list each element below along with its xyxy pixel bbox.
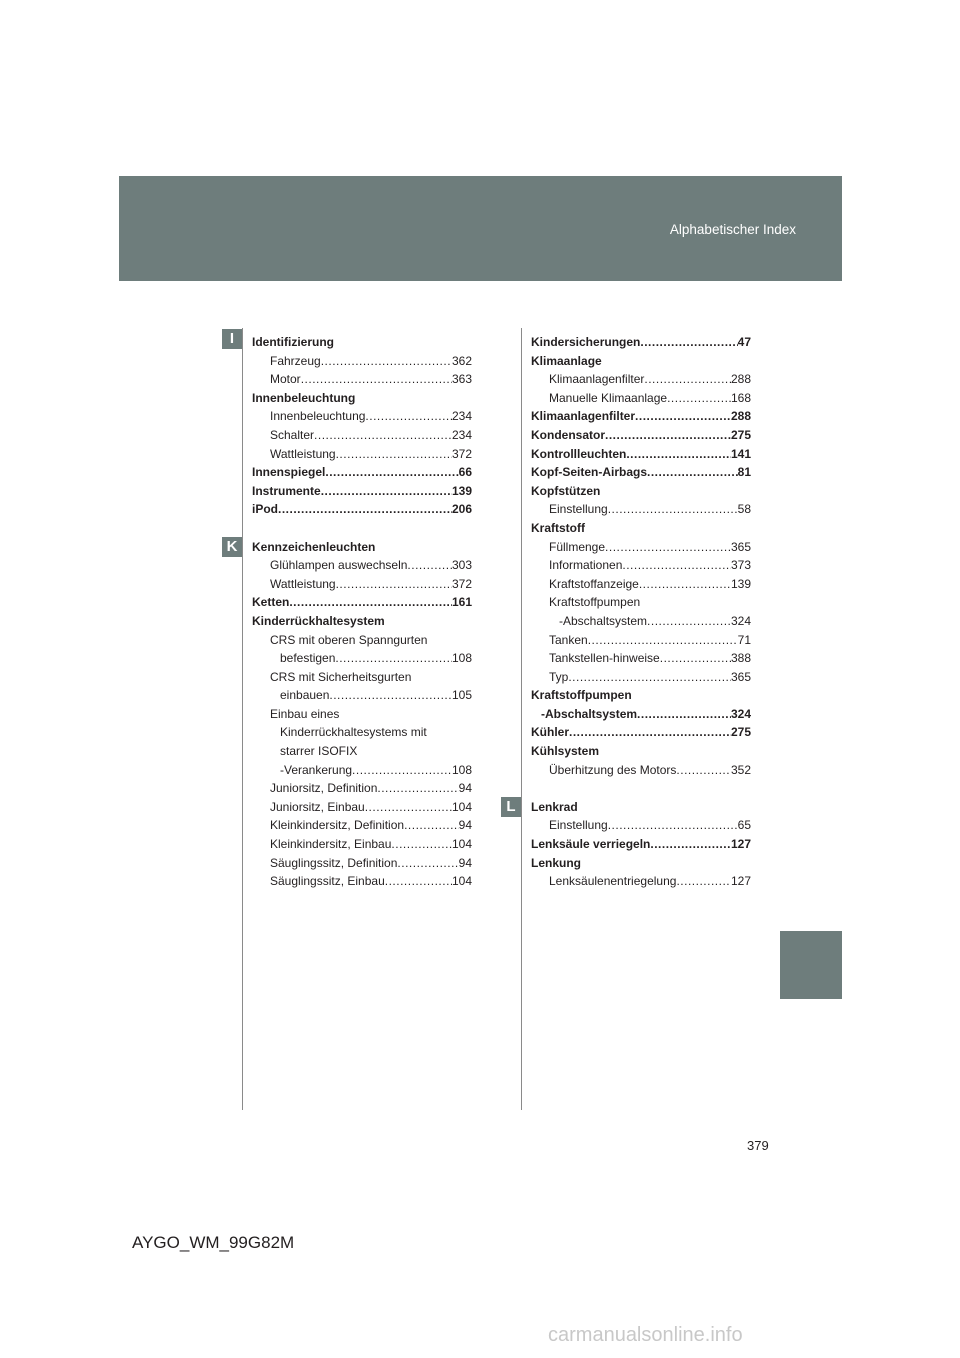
index-entry [531, 798, 751, 817]
entry-term: Kopfstützen [531, 483, 601, 498]
entry-page-ref: 363 [451, 372, 472, 387]
entry-term: Kindersicherungen [531, 335, 641, 349]
section-title: Alphabetischer Index [669, 222, 796, 237]
dot-leader [321, 352, 452, 371]
entry-page-ref: 65 [737, 818, 751, 833]
entry-term: Säuglingssitz, Definition [270, 855, 398, 870]
entry-term: Klimaanlagenfilter [531, 409, 636, 424]
entry-term: Ketten [252, 595, 290, 610]
entry-term: CRS mit oberen Spanngurten [270, 632, 428, 647]
entry-term: Kühler [531, 725, 570, 740]
index-entry [531, 519, 751, 538]
index-subentry [531, 575, 751, 594]
entry-page-ref: 66 [458, 465, 472, 480]
entry-page-ref: 141 [730, 446, 751, 461]
index-entry [252, 333, 472, 352]
entry-page-ref: 139 [730, 576, 751, 591]
entry-page-ref: 127 [730, 837, 751, 852]
entry-term: Schalter [270, 427, 315, 442]
index-subentry [252, 723, 472, 742]
index-entry [531, 835, 751, 854]
dot-leader [335, 649, 452, 668]
index-subentry [531, 612, 751, 631]
index-entry [252, 463, 472, 482]
entry-page-ref: 288 [730, 372, 751, 387]
index-subentry [252, 445, 472, 464]
entry-term: starrer ISOFIX [280, 744, 358, 759]
index-entry [252, 538, 472, 557]
entry-page-ref: 81 [737, 465, 751, 480]
entry-page-ref: 105 [451, 688, 472, 703]
index-subentry [252, 370, 472, 389]
index-subentry [252, 556, 472, 575]
entry-page-ref: 388 [730, 651, 751, 666]
side-thumb-tab [780, 931, 842, 999]
index-subentry [531, 500, 751, 519]
dot-leader [647, 463, 738, 482]
dot-leader [676, 761, 731, 780]
index-subentry [252, 575, 472, 594]
dot-leader [336, 575, 452, 594]
entry-page-ref: 127 [730, 874, 751, 889]
letter-marker-k: K [222, 537, 242, 557]
entry-term: Kondensator [531, 427, 606, 442]
index-entry [531, 463, 751, 482]
index-entry [531, 445, 751, 464]
dot-leader [365, 407, 452, 426]
index-subentry [252, 779, 472, 798]
entry-page-ref: 373 [730, 558, 751, 573]
entry-page-ref: 108 [451, 762, 472, 777]
index-entry [531, 742, 751, 761]
entry-page-ref: 234 [451, 427, 472, 442]
dot-leader [278, 500, 452, 519]
entry-page-ref: 58 [737, 502, 751, 517]
entry-page-ref: 362 [451, 353, 472, 368]
index-subentry [252, 407, 472, 426]
entry-term: Wattleistung [270, 576, 336, 591]
entry-term: Lenkung [531, 855, 581, 870]
header-band [119, 176, 842, 281]
entry-term: Einstellung [549, 502, 608, 517]
dot-leader [622, 556, 731, 575]
index-subentry [531, 816, 751, 835]
index-gap [531, 779, 751, 798]
dot-leader [608, 816, 738, 835]
index-gap [252, 519, 472, 538]
dot-leader [644, 370, 731, 389]
dot-leader [640, 333, 737, 352]
dot-leader [650, 835, 731, 854]
entry-term: Kleinkindersitz, Definition [270, 818, 405, 833]
index-entry [252, 389, 472, 408]
index-subentry [531, 761, 751, 780]
index-entry [531, 723, 751, 742]
entry-term: Kraftstoffpumpen [531, 688, 632, 703]
entry-term: Kraftstoffanzeige [549, 576, 639, 591]
index-subentry [252, 835, 472, 854]
dot-leader [605, 538, 731, 557]
dot-leader [660, 649, 731, 668]
entry-term: Identifizierung [252, 335, 334, 349]
index-subentry [252, 798, 472, 817]
index-entry [531, 482, 751, 501]
index-entry [531, 854, 751, 873]
dot-leader [588, 631, 738, 650]
index-subentry [531, 389, 751, 408]
index-entry [252, 482, 472, 501]
entry-term: Tankstellen-hinweise [549, 651, 660, 666]
entry-term: -Verankerung [280, 762, 353, 777]
index-subentry [252, 705, 472, 724]
entry-term: Manuelle Klimaanlage [549, 390, 668, 405]
dot-leader [647, 612, 731, 631]
index-subentry [252, 872, 472, 891]
index-subentry [252, 426, 472, 445]
dot-leader [667, 389, 731, 408]
dot-leader [569, 723, 731, 742]
entry-term: Kraftstoff [531, 520, 585, 535]
index-subentry [531, 593, 751, 612]
document-code: AYGO_WM_99G82M [132, 1233, 295, 1252]
index-entry [531, 333, 751, 352]
entry-term: Juniorsitz, Definition [270, 781, 378, 796]
entry-term: Einbau eines [270, 706, 340, 721]
entry-term: Überhitzung des Motors [549, 762, 677, 777]
dot-leader [397, 854, 458, 873]
dot-leader [639, 575, 731, 594]
entry-page-ref: 275 [730, 725, 751, 740]
index-subentry [531, 556, 751, 575]
entry-page-ref: 94 [458, 855, 472, 870]
dot-leader [637, 705, 731, 724]
entry-term: Motor [270, 372, 301, 387]
entry-term: Kraftstoffpumpen [549, 595, 641, 610]
index-entry [252, 593, 472, 612]
entry-term: Innenbeleuchtung [252, 390, 356, 405]
index-subentry [252, 742, 472, 761]
entry-term: Säuglingssitz, Einbau [270, 874, 385, 889]
index-subentry [252, 761, 472, 780]
index-entry [531, 352, 751, 371]
entry-term: einbauen [280, 688, 330, 703]
dot-leader [336, 445, 452, 464]
entry-page-ref: 303 [451, 558, 472, 573]
letter-marker-i: I [222, 329, 242, 349]
index-subentry [252, 668, 472, 687]
dot-leader [605, 426, 731, 445]
entry-term: Kühlsystem [531, 744, 600, 759]
entry-term: Lenkrad [531, 799, 578, 814]
index-subentry [252, 649, 472, 668]
entry-page-ref: 206 [451, 502, 472, 517]
entry-page-ref: 161 [451, 595, 472, 610]
index-subentry [531, 705, 751, 724]
entry-term: Informationen [549, 558, 623, 573]
entry-page-ref: 352 [730, 762, 751, 777]
entry-page-ref: 275 [730, 427, 751, 442]
entry-term: Kennzeichenleuchten [252, 539, 376, 554]
entry-term: Typ [549, 669, 569, 684]
index-entry [531, 426, 751, 445]
entry-term: Einstellung [549, 818, 608, 833]
entry-page-ref: 139 [451, 483, 472, 498]
dot-leader [314, 426, 452, 445]
dot-leader [365, 798, 452, 817]
entry-term: Instrumente [252, 483, 321, 498]
dot-leader [391, 835, 452, 854]
entry-term: Füllmenge [549, 539, 606, 554]
entry-term: Kleinkindersitz, Einbau [270, 837, 392, 852]
dot-leader [404, 816, 459, 835]
index-entry [252, 500, 472, 519]
entry-term: Kontrollleuchten [531, 446, 627, 461]
entry-term: -Abschaltsystem [559, 613, 648, 628]
index-subentry [531, 668, 751, 687]
index-subentry [531, 538, 751, 557]
entry-term: -Abschaltsystem [541, 706, 638, 721]
index-entry [531, 686, 751, 705]
entry-term: Glühlampen auswechseln [270, 558, 408, 573]
entry-page-ref: 94 [458, 781, 472, 796]
entry-page-ref: 104 [451, 874, 472, 889]
entry-page-ref: 234 [451, 409, 472, 424]
watermark: carmanualsonline.info [548, 1324, 743, 1346]
index-subentry [252, 686, 472, 705]
entry-page-ref: 94 [458, 818, 472, 833]
entry-term: Lenksäulenentriegelung [549, 874, 677, 889]
entry-page-ref: 288 [730, 409, 751, 424]
entry-term: Juniorsitz, Einbau [270, 799, 365, 814]
dot-leader [377, 779, 458, 798]
entry-page-ref: 365 [730, 539, 751, 554]
page-number: 379 [747, 1138, 769, 1153]
dot-leader [289, 593, 452, 612]
index-subentry [252, 631, 472, 650]
entry-page-ref: 365 [730, 669, 751, 684]
entry-page-ref: 372 [451, 576, 472, 591]
index-subentry [252, 352, 472, 371]
entry-page-ref: 104 [451, 837, 472, 852]
entry-term: Lenksäule verriegeln [531, 837, 651, 852]
dot-leader [407, 556, 452, 575]
dot-leader [626, 445, 731, 464]
entry-term: Kopf-Seiten-Airbags [531, 465, 648, 480]
entry-term: Fahrzeug [270, 353, 321, 368]
column-divider-left [242, 328, 243, 1110]
index-subentry [252, 816, 472, 835]
entry-term: Kinderrückhaltesystems mit [280, 725, 427, 740]
entry-page-ref: 372 [451, 446, 472, 461]
letter-marker-l: L [501, 797, 521, 817]
entry-term: CRS mit Sicherheitsgurten [270, 669, 412, 684]
index-column-right [531, 333, 751, 891]
entry-page-ref: 324 [730, 706, 751, 721]
dot-leader [385, 872, 452, 891]
entry-term: Wattleistung [270, 446, 336, 461]
entry-term: iPod [252, 502, 278, 517]
entry-term: Kinderrückhaltesystem [252, 613, 385, 628]
index-subentry [531, 649, 751, 668]
dot-leader [352, 761, 452, 780]
dot-leader [329, 686, 452, 705]
dot-leader [635, 407, 731, 426]
column-divider-right [521, 328, 522, 1110]
entry-term: Klimaanlagenfilter [549, 372, 645, 387]
dot-leader [608, 500, 738, 519]
entry-term: Tanken [549, 632, 588, 647]
entry-page-ref: 47 [737, 335, 751, 349]
entry-term: Innenbeleuchtung [270, 409, 366, 424]
index-entry [531, 407, 751, 426]
index-subentry [252, 854, 472, 873]
entry-term: Klimaanlage [531, 353, 602, 368]
entry-page-ref: 71 [737, 632, 751, 647]
dot-leader [325, 463, 458, 482]
dot-leader [301, 370, 452, 389]
dot-leader [676, 872, 731, 891]
dot-leader [321, 482, 452, 501]
index-subentry [531, 370, 751, 389]
entry-term: Innenspiegel [252, 465, 326, 480]
index-column-left [252, 333, 472, 891]
dot-leader [568, 668, 731, 687]
index-entry [252, 612, 472, 631]
entry-page-ref: 324 [730, 613, 751, 628]
entry-term: befestigen [280, 651, 336, 666]
entry-page-ref: 168 [730, 390, 751, 405]
index-subentry [531, 631, 751, 650]
index-subentry [531, 872, 751, 891]
entry-page-ref: 108 [451, 651, 472, 666]
entry-page-ref: 104 [451, 799, 472, 814]
